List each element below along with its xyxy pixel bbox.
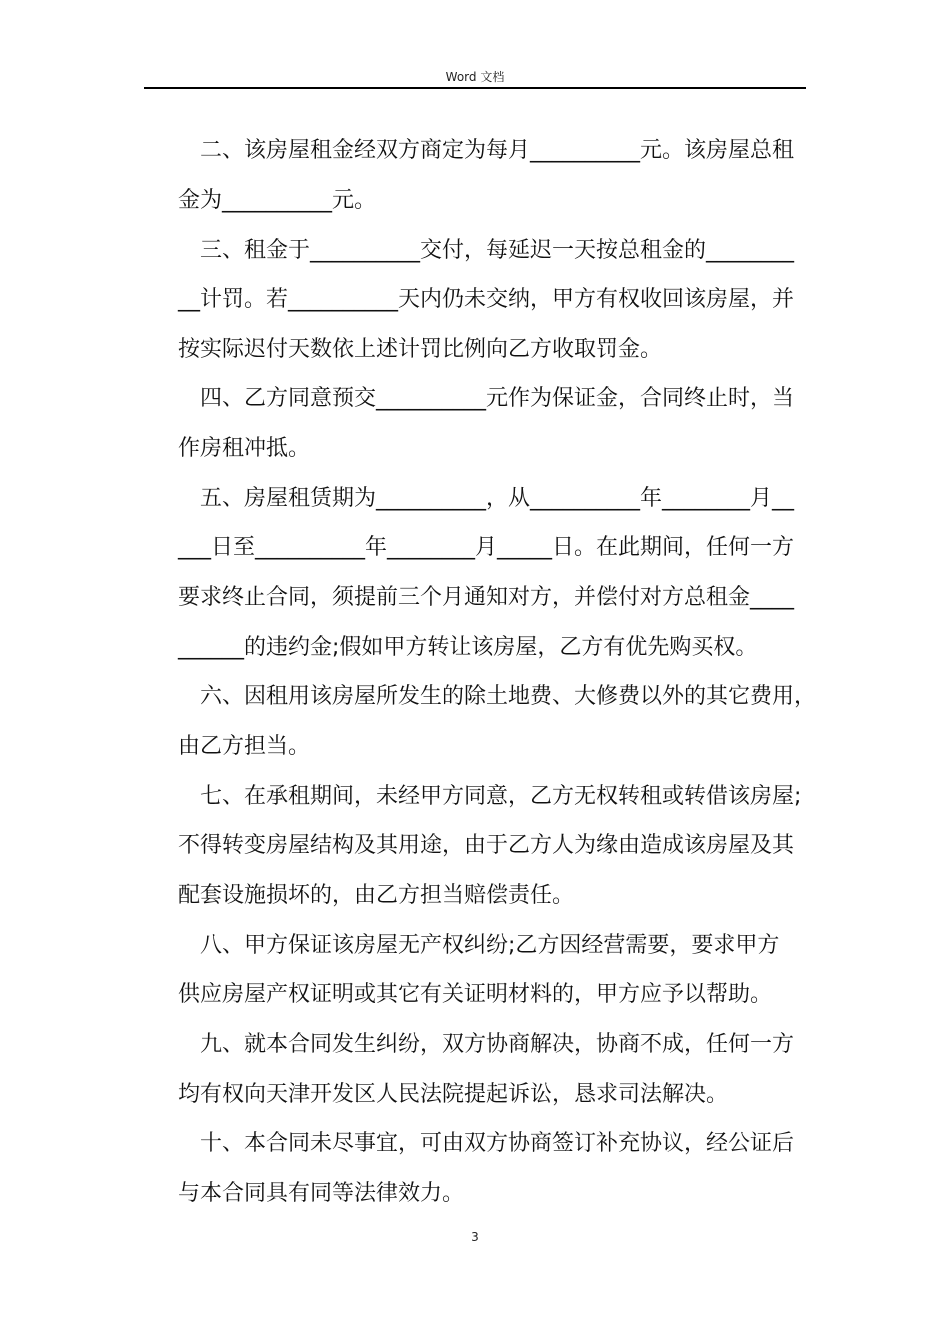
- text-line: 十、本合同未尽事宜，可由双方协商签订补充协议，经公证后: [178, 1131, 795, 1156]
- text-line: 供应房屋产权证明或其它有关证明材料的，甲方应予以帮助。: [178, 982, 773, 1007]
- text-line: 不得转变房屋结构及其用途，由于乙方人为缘由造成该房屋及其: [178, 833, 795, 858]
- text-line: 七、在承租期间，未经甲方同意，乙方无权转租或转借该房屋;: [178, 784, 802, 809]
- text-line: 三、租金于__________交付，每延迟一天按总租金的________: [178, 238, 795, 263]
- text-line: __计罚。若__________天内仍未交纳，甲方有权收回该房屋，并: [178, 287, 795, 312]
- text-line: ___日至__________年________月_____日。在此期间，任何一方: [178, 535, 795, 560]
- text-line: 均有权向天津开发区人民法院提起诉讼，恳求司法解决。: [178, 1082, 729, 1107]
- text-line: 与本合同具有同等法律效力。: [178, 1181, 465, 1206]
- text-line: 按实际迟付天数依上述计罚比例向乙方收取罚金。: [178, 337, 663, 362]
- text-line: 二、该房屋租金经双方商定为每月__________元。该房屋总租: [178, 138, 795, 163]
- text-line: 四、乙方同意预交__________元作为保证金，合同终止时，当: [178, 386, 795, 411]
- text-line: 由乙方担当。: [178, 734, 311, 759]
- header-title: Word 文档: [445, 70, 505, 84]
- text-line: 作房租冲抵。: [178, 436, 311, 461]
- text-line: ______的违约金;假如甲方转让该房屋，乙方有优先购买权。: [178, 635, 758, 660]
- text-line: 九、就本合同发生纠纷，双方协商解决，协商不成，任何一方: [178, 1032, 795, 1057]
- page-number: 3: [471, 1230, 479, 1244]
- text-line: 要求终止合同，须提前三个月通知对方，并偿付对方总租金____: [178, 585, 795, 610]
- text-line: 配套设施损坏的，由乙方担当赔偿责任。: [178, 883, 575, 908]
- header-divider: [144, 87, 806, 89]
- text-line: 金为__________元。: [178, 188, 377, 213]
- text-line: 五、房屋租赁期为__________，从__________年________月__: [178, 486, 795, 511]
- text-line: 六、因租用该房屋所发生的除土地费、大修费以外的其它费用，: [178, 684, 817, 709]
- text-line: 八、甲方保证该房屋无产权纠纷;乙方因经营需要，要求甲方: [178, 933, 780, 958]
